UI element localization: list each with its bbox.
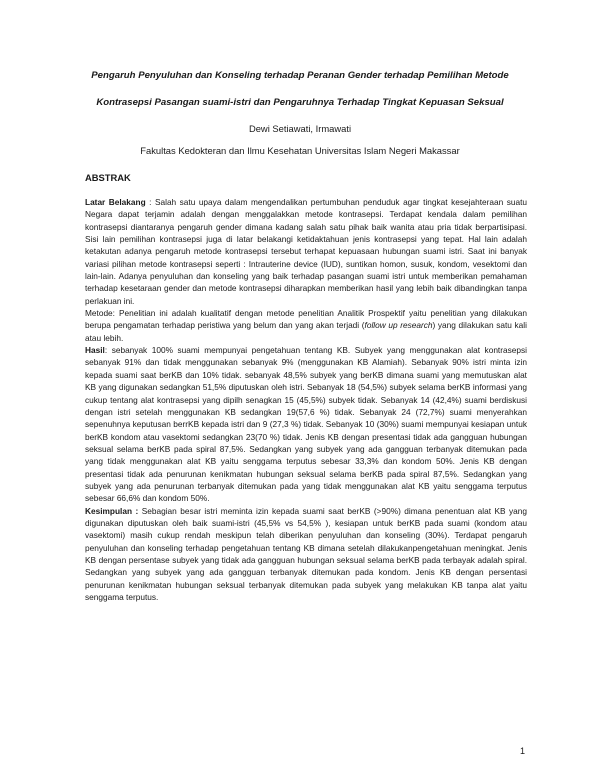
hasil-text: : sebanyak 100% suami mempunyai pengetahuan tentang KB. Subyek yang menggunakan alat kontrasepsi sebanyak 91% dan tidak menggunakan sebanyak 9% (menggunakan KB Alamiah). Sebanyak 90% istri minta izin kepada suami saat berKB dan 10% tidak. sebanyak 48,5% subyek yang berKB dimana suami yang memutuskan alat KB yang digunakan sedangkan 51,5% diputuskan oleh istri. Sebanyak 18 (54,5%) subyek selama berKB informasi yang cukup tentang alat kontrasepsi yang dipilh senagkan 15 (45,5%) subyek tidak. Sebanyak 14 (42,4%) suami berdiskusi dengan istri setelah menggunakan KB sedangkan 19(57,6 %) tidak. Sebanyak 24 (72,7%) suami menyerahkan sepenuhnya keputusan berrKB kepada istri dan 9 (27,3 %) tidak. Sebanyak 10 (30%) suami mempunyai kesiapan untuk berKB kondom atau vasektomi sedangkan 23(70 %) tidak. Jenis KB dengan presentasi tidak ada gangguan hubungan seksual selama berKB pada spiral 87,5%. Sedangkan yang subyek yang ada gangguan terbanyak ditemukan pada yang tidak menggunakan alat KB yaitu senggama terputus sebesar 33,3% dan kondom 50%. Jenis KB dengan presentasi tidak ada penurunan kenikmatan hubungan seksual selama berKB pada spiral 87,5%. Sedangkan yang subyek yang ada penurunan terbanyak ditemukan pada yang tidak menggunakan alat KB yaitu senggama terputus sebesar 66,6% dan kondom 50%.: [85, 345, 527, 504]
abstract-heading: ABSTRAK: [85, 172, 131, 183]
kesimpulan-text: Sebagian besar istri meminta izin kepada suami saat berKB (>90%) dimana penentuan alat KB yang digunakan diputuskan oleh baik suami-istri (45,5% vs 54,5% ), kesiapan untuk berKB pada suami (kondom atau vasektomi) masih cukup rendah meskipun telah diberikan penyuluhan dan konseling (30%). Terdapat pengaruh penyuluhan dan konseling terhadap pengetahuan tentang KB dimana setelah dilakukanpengetahuan meningkat. Jenis KB dengan persentase subyek yang tidak ada gangguan hubungan seksual selama berKB pada terbayak adalah spiral. Sedangkan yang subyek yang ada gangguan terbanyak ditemukan pada kondom. Jenis KB dengan persentasi penurunan kenikmatan hubungan seksual terbanyak ditemukan pada subyek yang melakukan KB tanpa alat yaitu senggama terputus.: [85, 505, 527, 602]
hasil-paragraph: [85, 344, 527, 504]
hasil-label: Hasil: [85, 345, 105, 356]
title-line-1: Pengaruh Penyuluhan dan Konseling terhadap Peranan Gender terhadap Pemilihan Metode: [91, 70, 509, 81]
title-line-2: Kontrasepsi Pasangan suami-istri dan Pengaruhnya Terhadap Tingkat Kepuasan Seksual: [96, 97, 504, 108]
kesimpulan-paragraph: [85, 505, 527, 604]
metode-paragraph: [85, 307, 527, 344]
latar-belakang-text: : Salah satu upaya dalam mengendalikan pertumbuhan penduduk agar tingkat kesejahteraan suatu Negara dapat terjamin adalah dengan menggalakkan metode kontrasepsi. Terdapat kendala dalam pemilihan kontrasepsi diantaranya pengaruh gender dimana kadang salah satu pihak baik wanita atau pria tidak berpartisipasi. Sisi lain pemilihan kontrasepsi juga di latar belakangi ketidaktahuan jenis kontrasepsi yang tepat. Hal lain adalah ketakutan adanya pengaruh metode kontrasepsi tersebut terhapat kepuasaan hubungan suami istri. Saat ini banyak variasi pilihan metode kontrasepsi seperti : Intrauterine device (IUD), suntikan homon, susuk, kondom, vesektomi dan lain-lain. Adanya penyuluhan dan konseling yang baik terhadap pasangan suami istri untuk memberikan pemahaman terhadap kesetaraan gender dan metode kontrasepsi diharapkan memberikan hasil yang lebih baik dibandingkan tanpa perlakuan ini.: [85, 197, 527, 306]
abstract-body: [85, 196, 527, 603]
metode-text-end: ) yang dilakukan satu kali atau lebih.: [85, 320, 527, 343]
authors: Dewi Setiawati, Irmawati: [248, 123, 352, 134]
latar-belakang-paragraph: [85, 196, 527, 307]
affiliation: Fakultas Kedokteran dan Ilmu Kesehatan Universitas Islam Negeri Makassar: [140, 145, 460, 156]
page-number: 1: [520, 746, 526, 756]
latar-belakang-label: Latar Belakang: [85, 197, 146, 207]
metode-italic-term: follow up research: [364, 320, 433, 331]
kesimpulan-label: Kesimpulan :: [85, 505, 139, 516]
metode-text: Metode: Penelitian ini adalah kualitatif dengan metode penelitian Analitik Prospektif yaitu penelitian yang dilakukan berupa pengamatan terhadap peristiwa yang belum dan yang akan terjadi (: [85, 308, 527, 331]
